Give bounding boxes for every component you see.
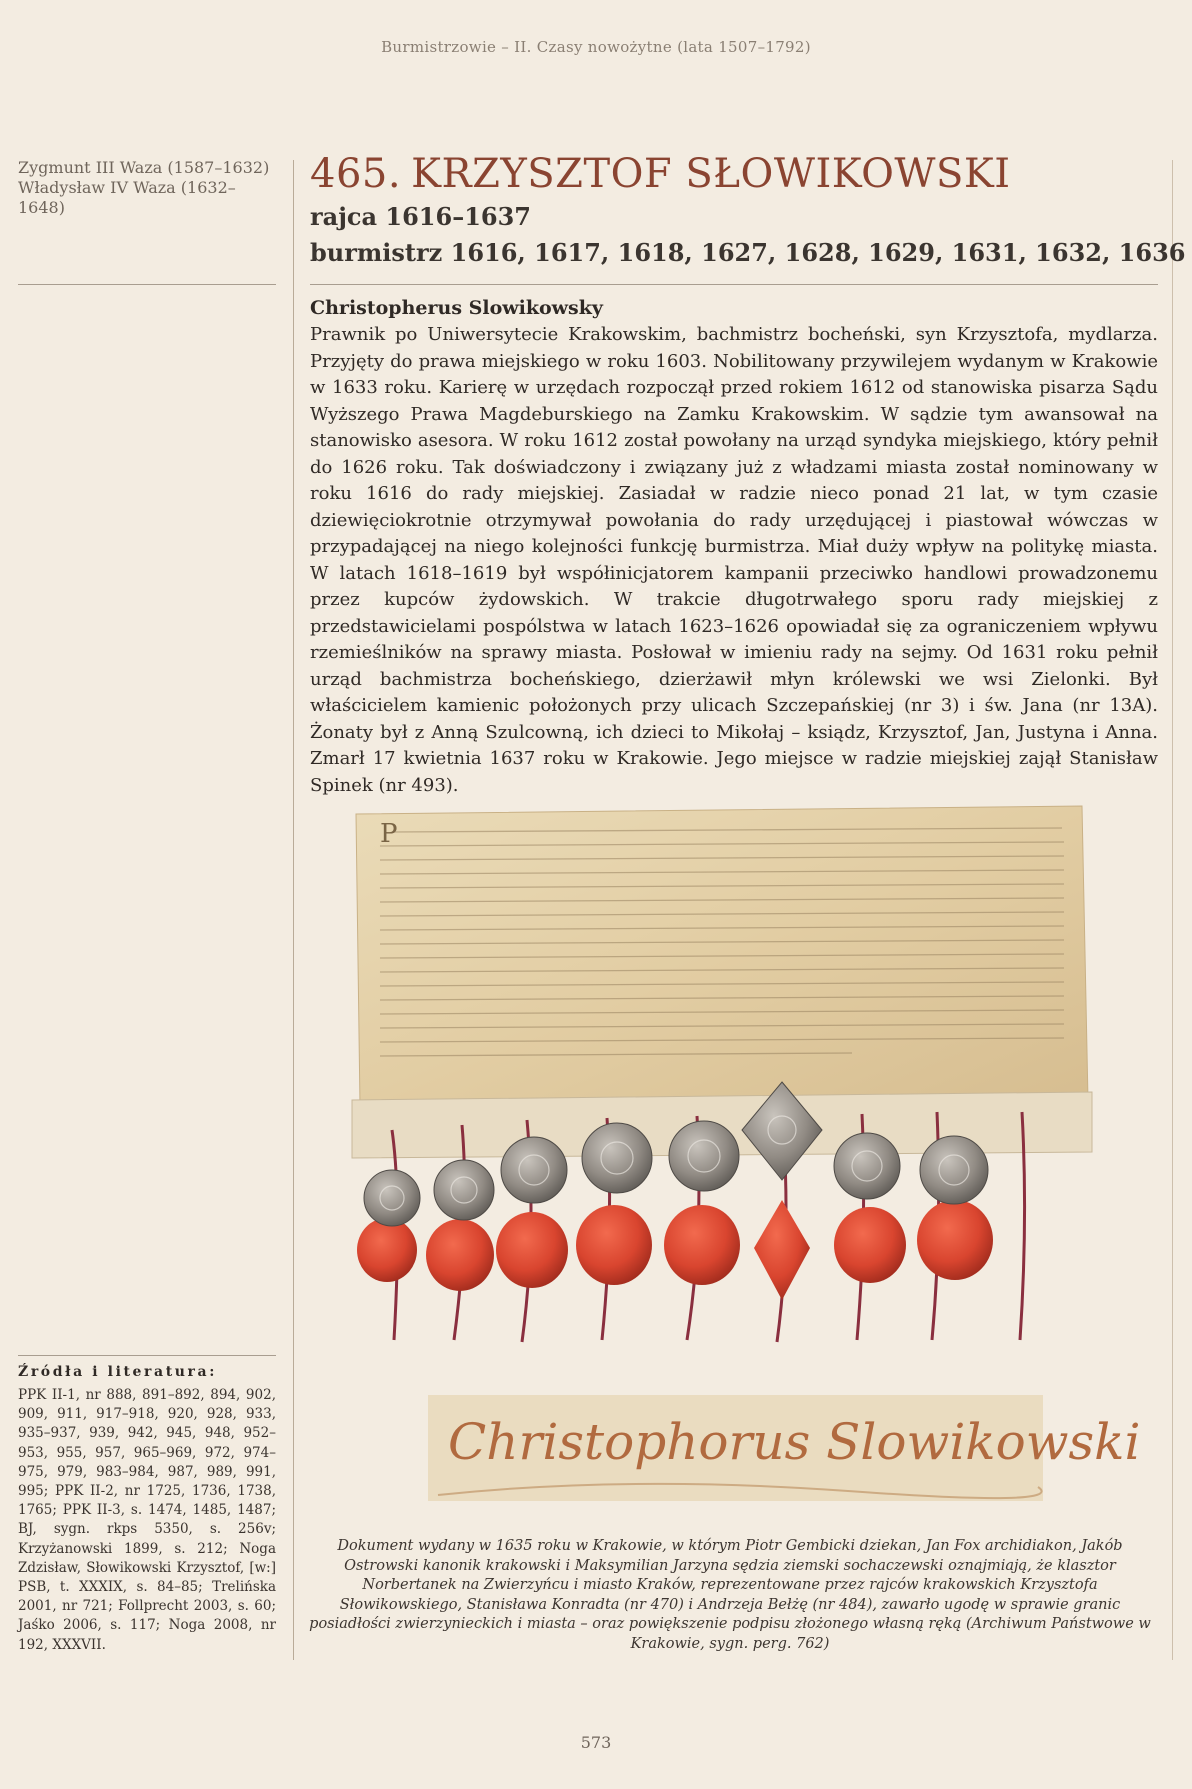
sources-heading: Źródła i literatura: — [18, 1364, 217, 1380]
figure-caption: Dokument wydany w 1635 roku w Krakowie, w którym Piotr Gembicki dziekan, Jan Fox archidiakon, Jakób Ostrowski kanonik krakowski i Maksymilian Jarzyna sędzia ziemski sochaczewski oznajmiają, że klasztor Norbertanek na Zwierzyńcu i miasto Kraków, reprezentowane przez rajców krakowskich Krzysztofa Słowikowskiego, Stanisława Konradta (nr 470) i Andrzeja Bełżę (nr 484), zawarło ugodę w sprawie granic posiadłości zwierzynieckich i miasta – oraz powiększenie podpisu złożonego własną ręką (Archiwum Państwowe w Krakowie, sygn. perg. 762) — [309, 1538, 1151, 1652]
column-divider — [293, 160, 294, 1660]
latin-name: Christopherus Slowikowsky — [310, 297, 603, 319]
sources-divider — [18, 1355, 276, 1356]
side-divider — [18, 284, 276, 285]
page-number: 573 — [580, 1733, 612, 1752]
sources-list: PPK II-1, nr 888, 891–892, 894, 902, 909, 911, 917–918, 920, 928, 933, 935–937, 939, 942, 945, 948, 952–953, 955, 957, 965–969, 972, 974–975, 979, 983–984, 987, 989, 991, 995; PPK II-2, nr 1725, 1736, 1738, 1765; PPK II-3, s. 1474, 1485, 1487; BJ, sygn. rkps 5350, s. 256v; Krzyżanowski 1899, s. 212; Noga Zdzisław, Słowikowski Krzysztof, [w:] PSB, t. XXXIX, s. 84–85; Trelińska 2001, nr 721; Follprecht 2003, s. 60; Jaśko 2006, s. 117; Noga 2008, nr 192, XXXVII. — [18, 1387, 276, 1653]
reign-line: Zygmunt III Waza (1587–1632) — [18, 158, 270, 177]
charter-photo — [352, 800, 1092, 1350]
running-head: Burmistrzowie – II. Czasy nowożytne (lata 1507–1792) — [381, 38, 811, 56]
reign-periods — [18, 158, 278, 218]
right-margin-rule — [1172, 160, 1173, 1660]
entry-title — [310, 150, 1011, 198]
biography: Prawnik po Uniwersytecie Krakowskim, bachmistrz bocheński, syn Krzysztofa, mydlarza. Przyjęty do prawa miejskiego w roku 1603. Nobilitowany przywilejem wydanym w Krakowie w 1633 roku. Karierę w urzędach rozpoczął przed rokiem 1612 od stanowiska pisarza Sądu Wyższego Prawa Magdeburskiego na Zamku Krakowskim. W sądzie tym awansował na stanowisko asesora. W roku 1612 został powołany na urząd syndyka miejskiego, który pełnił do 1626 roku. Tak doświadczony i związany już z władzami miasta został nominowany w roku 1616 do rady miejskiej. Zasiadał w radzie nieco ponad 21 lat, w tym czasie dziewięciokrotnie otrzymywał powołania do rady urzędującej i piastował wówczas w przypadającej na niego kolejności funkcję burmistrza. Miał duży wpływ na politykę miasta. W latach 1618–1619 był współinicjatorem kampanii przeciwko handlowi prowadzonemu przez kupców żydowskich. W trakcie długotrwałego sporu rady miejskiej z przedstawicielami pospólstwa w latach 1623–1626 opowiadał się za ograniczeniem wpływu rzemieślników na sprawy miasta. Posłował w imieniu rady na sejmy. Od 1631 roku pełnił urząd bachmistrza bocheńskiego, dzierżawił młyn królewski we wsi Zielonki. Był właścicielem kamienic położonych przy ulicach Szczepańskiej (nr 3) i św. Jana (nr 13A). Żonaty był z Anną Szulcowną, ich dzieci to Mikołaj – ksiądz, Krzysztof, Jan, Justyna i Anna. Zmarł 17 kwietnia 1637 roku w Krakowie. Jego miejsce w radzie miejskiej zajął Stanisław Spinek (nr 493). — [310, 324, 1158, 796]
initial-letter: P — [380, 819, 398, 849]
title-divider — [310, 284, 1158, 285]
signature-text: Christophorus Slowikowski — [448, 1413, 1141, 1471]
entry-name: KRZYSZTOF SŁOWIKOWSKI — [411, 151, 1011, 197]
reign-line: Władysław IV Waza (1632–1648) — [18, 178, 236, 217]
role-councillor: rajca 1616–1637 — [310, 202, 531, 231]
signature-enlargement — [428, 1395, 1141, 1501]
role-mayor: burmistrz 1616, 1617, 1618, 1627, 1628, 1629, 1631, 1632, 1636 — [310, 238, 1186, 267]
entry-number: 465. — [310, 151, 402, 197]
